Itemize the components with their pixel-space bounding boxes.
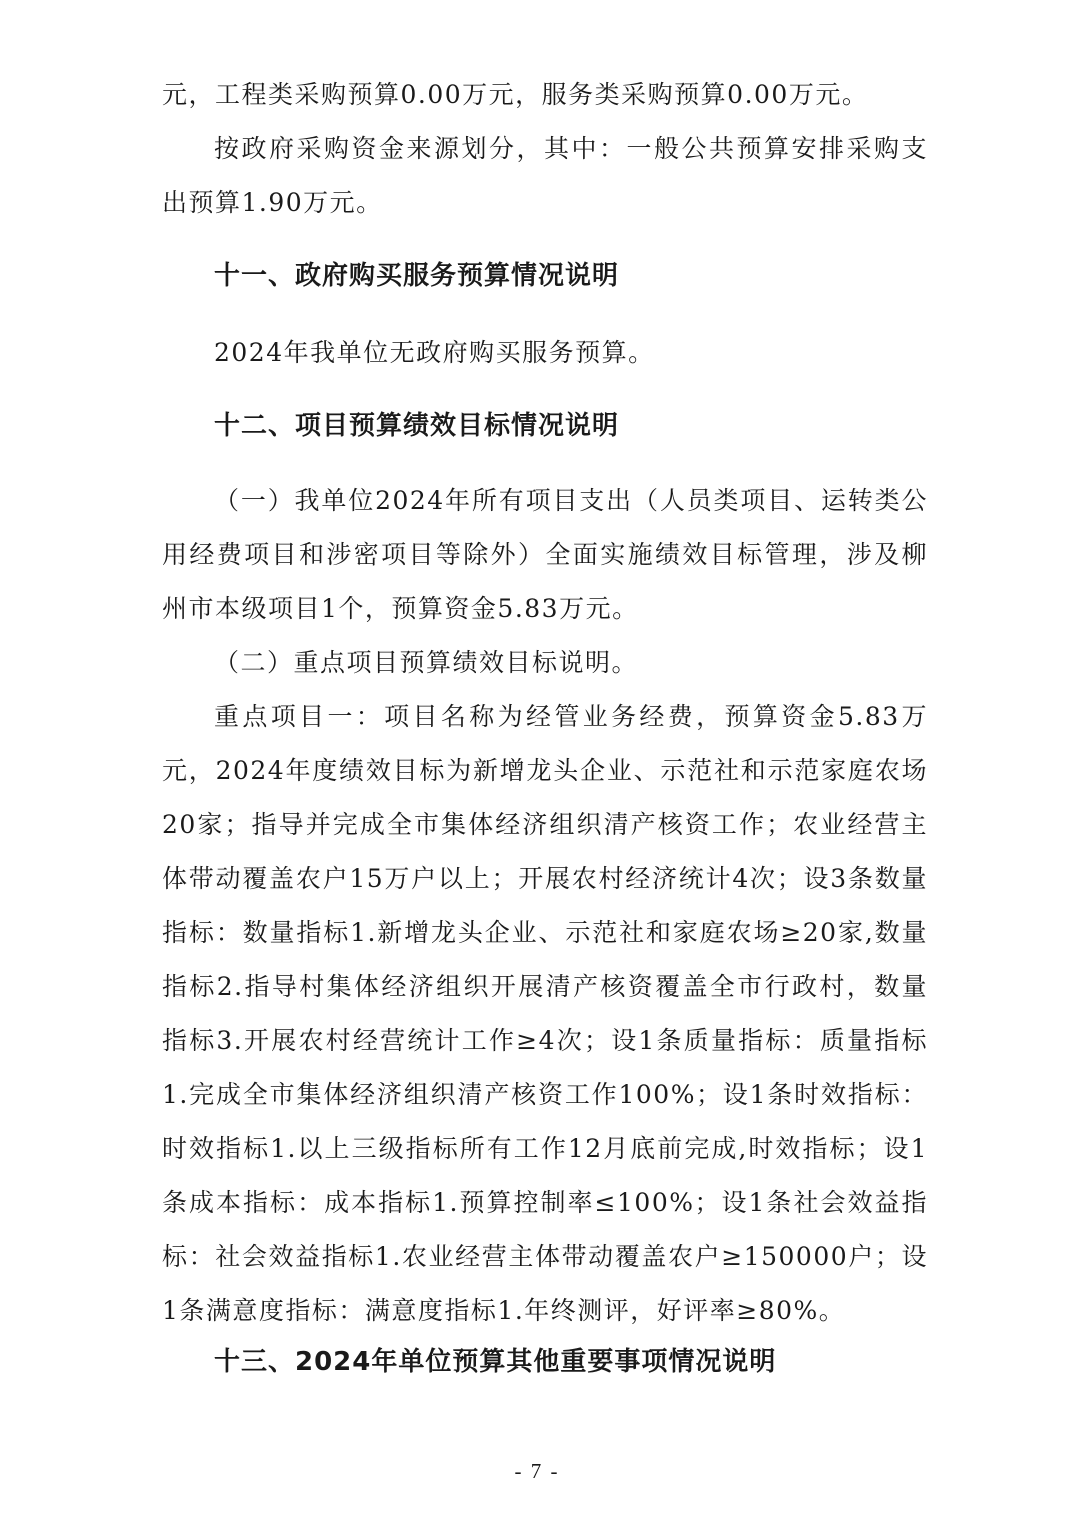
paragraph-section-12-part-2: （二）重点项目预算绩效目标说明。: [214, 648, 639, 677]
paragraph-procurement-source: 按政府采购资金来源划分，其中：一般公共预算安排采购支出预算1.90万元。: [162, 134, 928, 217]
section-heading-12: 十二、项目预算绩效目标情况说明: [214, 411, 620, 441]
paragraph-procurement-types: 元，工程类采购预算0.00万元，服务类采购预算0.00万元。: [162, 80, 869, 109]
paragraph-section-12-key-project: 重点项目一：项目名称为经管业务经费，预算资金5.83万元，2024年度绩效目标为新增龙头企业、示范社和示范家庭农场20家；指导并完成全市集体经济组织清产核资工作；农业经营主体带动覆盖农户15万户以上；开展农村经济统计4次；设3条数量指标：数量指标1.新增龙头企业、示范社和家庭农场≥20家,数量指标2.指导村集体经济组织开展清产核资覆盖全市行政村，数量指标3.开展农村经营统计工作≥4次；设1条质量指标：质量指标1.完成全市集体经济组织清产核资工作100%；设1条时效指标：时效指标1.以上三级指标所有工作12月底前完成,时效指标；设1条成本指标：成本指标1.预算控制率≤100%；设1条社会效益指标：社会效益指标1.农业经营主体带动覆盖农户≥150000户；设1条满意度指标：满意度指标1.年终测评，好评率≥80%。: [162, 702, 928, 1325]
section-heading-13: 十三、2024年单位预算其他重要事项情况说明: [214, 1347, 777, 1377]
page-number: - 7 -: [514, 1459, 560, 1483]
paragraph-section-12-part-1: （一）我单位2024年所有项目支出（人员类项目、运转类公用经费项目和涉密项目等除外）全面实施绩效目标管理，涉及柳州市本级项目1个，预算资金5.83万元。: [162, 486, 928, 623]
paragraph-section-11: 2024年我单位无政府购买服务预算。: [214, 338, 655, 367]
section-heading-11: 十一、政府购买服务预算情况说明: [214, 261, 620, 291]
